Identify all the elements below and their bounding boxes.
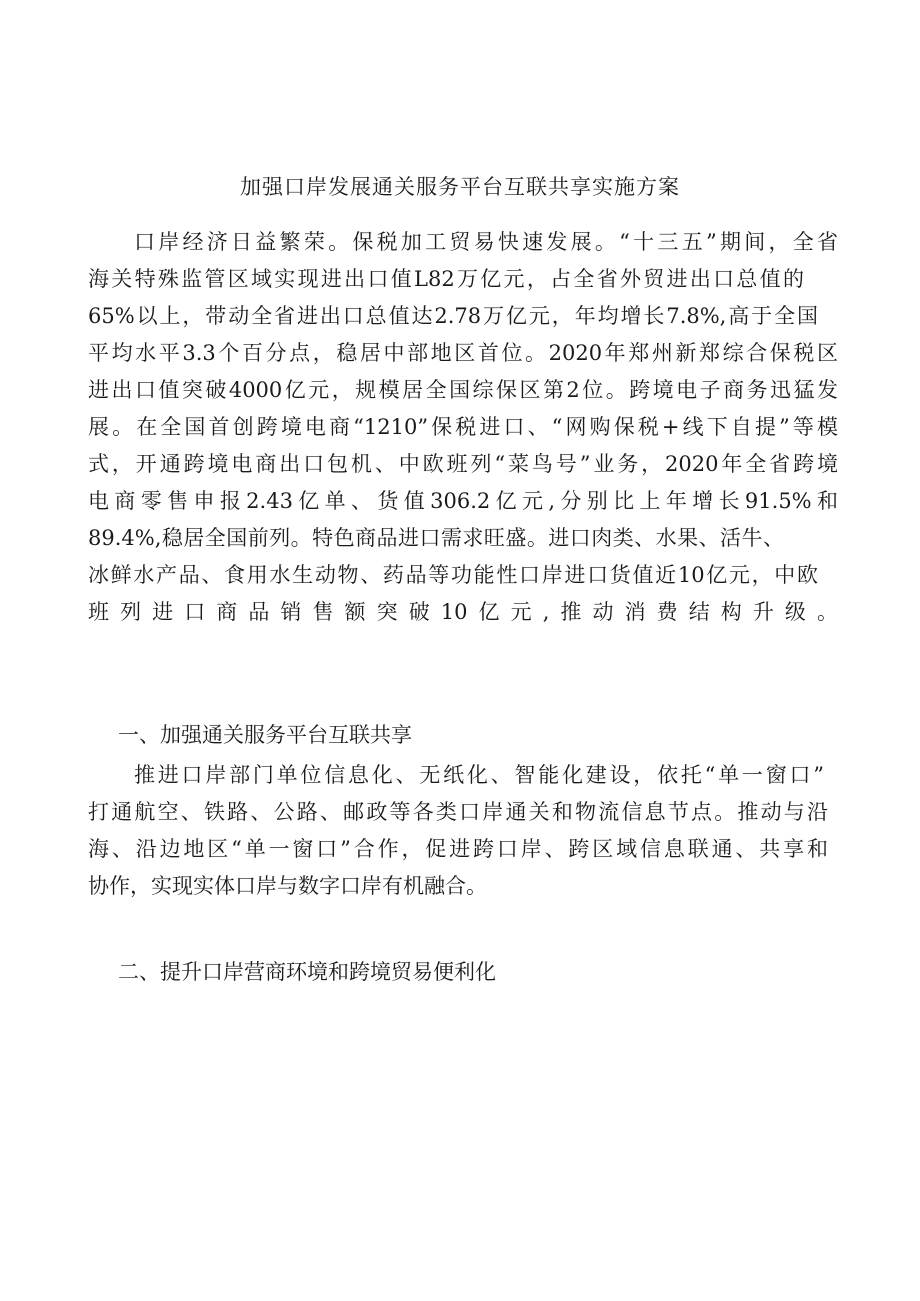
intro-line-8: 电商零售申报2.43亿单、货值306.2亿元,分别比上年增长91.5%和 [88,489,838,513]
intro-line-2: 海关特殊监管区域实现进出口值L82万亿元，占全省外贸进出口总值的 [88,267,804,291]
section-1-line-1: 推进口岸部门单位信息化、无纸化、智能化建设，依托“单一窗口” [134,763,824,787]
intro-line-10: 冰鲜水产品、食用水生动物、药品等功能性口岸进口货值近10亿元，中欧 [88,563,818,587]
section-2-heading: 二、提升口岸营商环境和跨境贸易便利化 [118,960,496,984]
intro-line-5: 进出口值突破4000亿元，规模居全国综保区第2位。跨境电子商务迅猛发 [88,378,838,402]
intro-line-3: 65%以上，带动全省进出口总值达2.78万亿元，年均增长7.8%,高于全国 [88,304,818,328]
section-1-heading: 一、加强通关服务平台互联共享 [118,723,412,747]
section-1-line-3: 海、沿边地区“单一窗口”合作，促进跨口岸、跨区域信息联通、共享和 [88,837,828,861]
intro-line-11: 班列进口商品销售额突破10亿元,推动消费结构升级。 [88,600,838,624]
section-1-line-4: 协作，实现实体口岸与数字口岸有机融合。 [88,874,487,898]
document-title: 加强口岸发展通关服务平台互联共享实施方案 [240,175,680,199]
intro-line-7: 式，开通跨境电商出口包机、中欧班列“菜鸟号”业务，2020年全省跨境 [88,452,838,476]
intro-line-9: 89.4%,稳居全国前列。特色商品进口需求旺盛。进口肉类、水果、活牛、 [88,526,784,550]
intro-line-1: 口岸经济日益繁荣。保税加工贸易快速发展。“十三五”期间，全省 [134,230,838,254]
intro-line-4: 平均水平3.3个百分点，稳居中部地区首位。2020年郑州新郑综合保税区 [88,341,838,365]
section-1-line-2: 打通航空、铁路、公路、邮政等各类口岸通关和物流信息节点。推动与沿 [88,800,828,824]
intro-line-6: 展。在全国首创跨境电商“1210”保税进口、“网购保税+线下自提”等模 [88,415,838,439]
